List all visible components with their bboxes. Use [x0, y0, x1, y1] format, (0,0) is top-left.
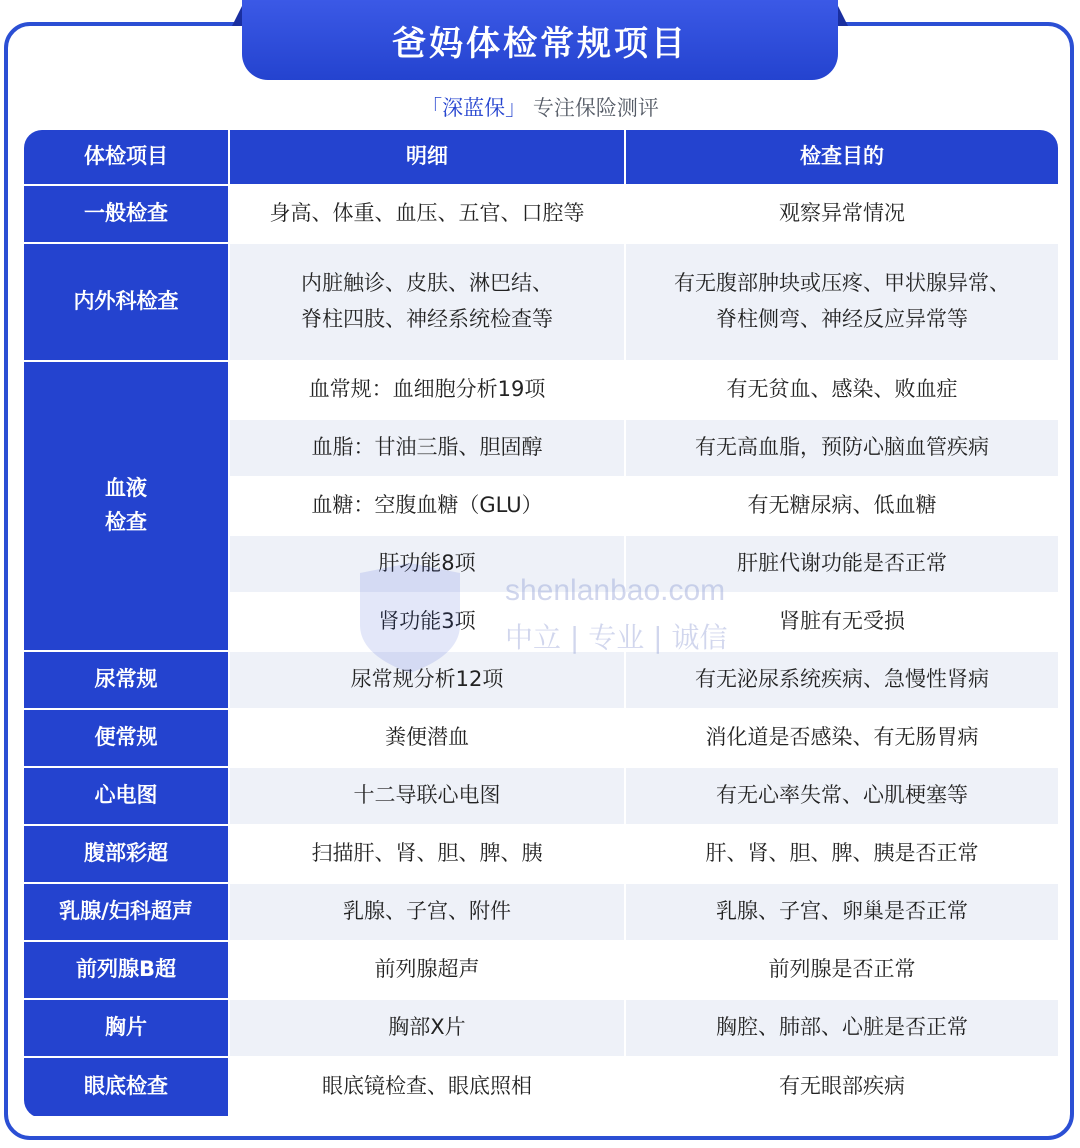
brand-tagline: 专注保险测评	[532, 96, 659, 120]
purpose-cell: 有无贫血、感染、败血症	[626, 362, 1058, 420]
category-cell: 前列腺B超	[24, 942, 230, 1000]
detail-cell: 前列腺超声	[230, 942, 626, 1000]
header-detail: 明细	[230, 130, 626, 186]
category-cell: 心电图	[24, 768, 230, 826]
purpose-cell: 肝、肾、胆、脾、胰是否正常	[626, 826, 1058, 884]
category-cell: 内外科检查	[24, 244, 230, 362]
detail-cell: 胸部X片	[230, 1000, 626, 1058]
category-cell: 乳腺/妇科超声	[24, 884, 230, 942]
category-cell: 腹部彩超	[24, 826, 230, 884]
category-cell-blood: 血液 检查	[24, 362, 230, 652]
purpose-cell: 有无泌尿系统疾病、急慢性肾病	[626, 652, 1058, 710]
purpose-cell: 肝脏代谢功能是否正常	[626, 536, 1058, 594]
detail-cell: 十二导联心电图	[230, 768, 626, 826]
subtitle	[0, 92, 1080, 122]
purpose-cell: 观察异常情况	[626, 186, 1058, 244]
purpose-cell: 前列腺是否正常	[626, 942, 1058, 1000]
category-cell: 便常规	[24, 710, 230, 768]
purpose-cell: 有无高血脂，预防心脑血管疾病	[626, 420, 1058, 478]
detail-cell: 尿常规分析12项	[230, 652, 626, 710]
detail-cell: 血脂：甘油三脂、胆固醇	[230, 420, 626, 478]
detail-cell: 血常规：血细胞分析19项	[230, 362, 626, 420]
category-cell: 尿常规	[24, 652, 230, 710]
watermark-slogan: 中立 | 专业 | 诚信	[505, 621, 728, 654]
purpose-cell: 胸腔、肺部、心脏是否正常	[626, 1000, 1058, 1058]
checkup-table	[24, 130, 1058, 1118]
header-category: 体检项目	[24, 130, 230, 186]
detail-cell: 粪便潜血	[230, 710, 626, 768]
page-title: 爸妈体检常规项目	[242, 0, 838, 80]
purpose-cell: 有无眼部疾病	[626, 1058, 1058, 1116]
category-cell: 眼底检查	[24, 1058, 230, 1116]
brand-name: 「深蓝保」	[421, 96, 527, 120]
purpose-cell: 乳腺、子宫、卵巢是否正常	[626, 884, 1058, 942]
watermark-site: shenlanbao.com	[505, 574, 726, 607]
detail-cell: 眼底镜检查、眼底照相	[230, 1058, 626, 1116]
detail-cell: 乳腺、子宫、附件	[230, 884, 626, 942]
category-cell: 一般检查	[24, 186, 230, 244]
purpose-cell: 消化道是否感染、有无肠胃病	[626, 710, 1058, 768]
purpose-cell: 肾脏有无受损	[626, 594, 1058, 652]
detail-cell: 扫描肝、肾、胆、脾、胰	[230, 826, 626, 884]
detail-cell: 血糖：空腹血糖（GLU）	[230, 478, 626, 536]
purpose-cell: 有无腹部肿块或压疼、甲状腺异常、 脊柱侧弯、神经反应异常等	[626, 244, 1058, 362]
detail-cell: 身高、体重、血压、五官、口腔等	[230, 186, 626, 244]
detail-cell: 内脏触诊、皮肤、淋巴结、 脊柱四肢、神经系统检查等	[230, 244, 626, 362]
header-purpose: 检查目的	[626, 130, 1058, 186]
detail-cell: 肝功能8项	[230, 536, 626, 594]
detail-cell: 肾功能3项	[230, 594, 626, 652]
purpose-cell: 有无糖尿病、低血糖	[626, 478, 1058, 536]
category-cell: 胸片	[24, 1000, 230, 1058]
purpose-cell: 有无心率失常、心肌梗塞等	[626, 768, 1058, 826]
